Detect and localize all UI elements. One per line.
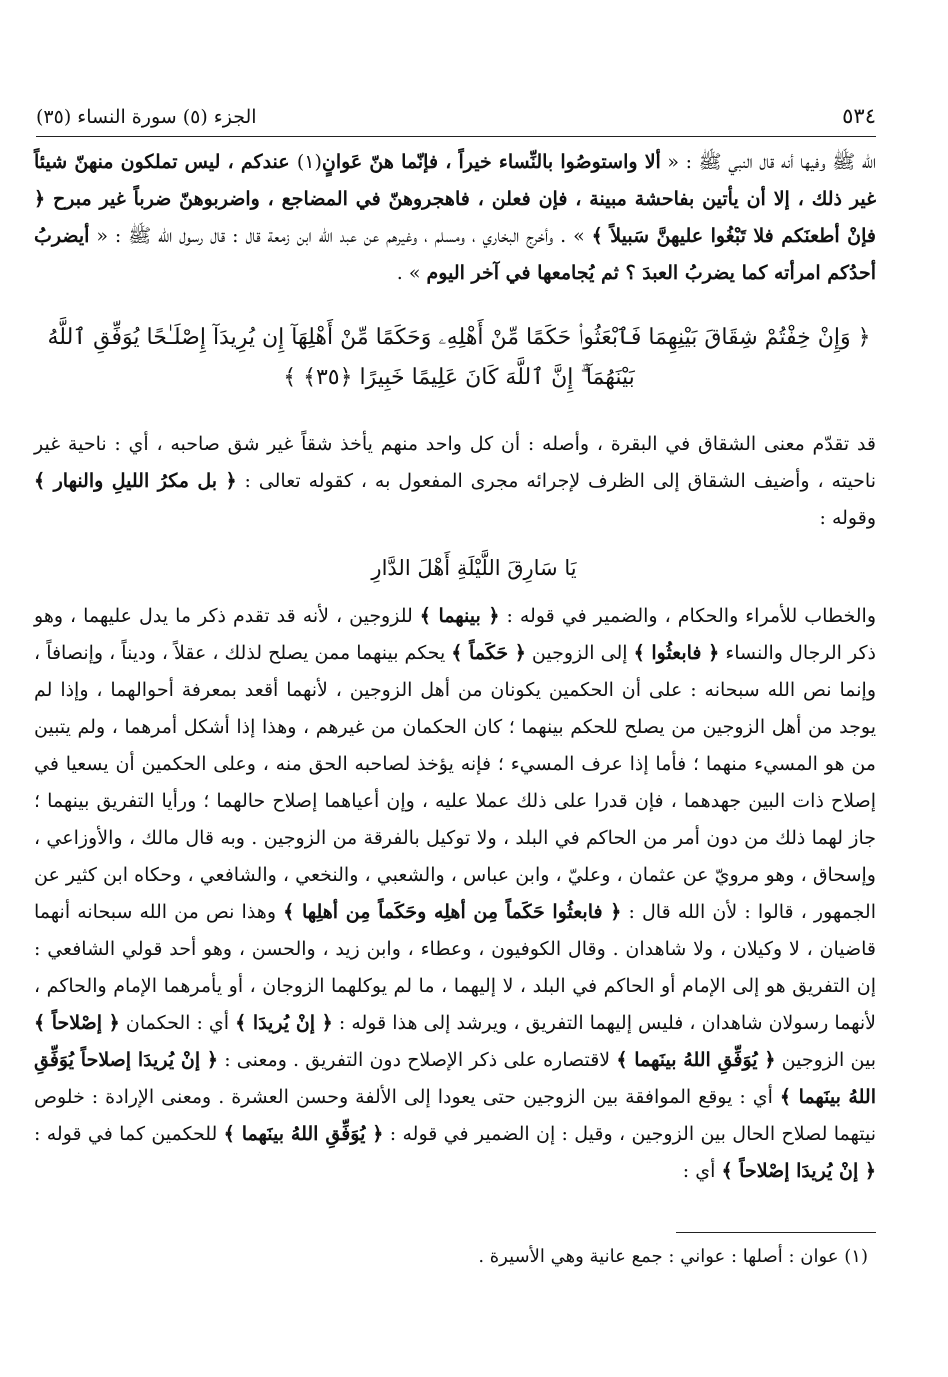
main-paragraph-run: للزوجين ، لأنه قد تقدم ذكر ما يدل عليهما ، وهو ذكر الرجال والنساء <box>34 605 876 664</box>
main-paragraph-run: ﴿ يُوَفِّقِ اللهُ بينَهما ﴾ <box>223 1123 384 1145</box>
footnote-divider <box>676 1232 876 1233</box>
main-paragraph-run: ﴿ فابعثُوا حَكَماً مِن أهلِه وحَكَماً مِن أهلِها ﴾ <box>283 901 622 923</box>
quran-verse <box>30 318 888 398</box>
top-paragraph-run: عندكم ، ليس تملكون منهنّ شيئاً غير ذلك ، إلا أن يأتين بفاحشة مبينة ، فإن فعلن ، فاهجروهنّ في المضاجع ، واضربوهنّ ضرباً غير مبرح ﴿ فإنْ أطعنَكم فلا تَبْغُوا عليهنَّ سَبيلاً ﴾ <box>34 151 877 247</box>
top-paragraph-run: الله ﷺ وفيها أنه قال النبي ﷺ : « <box>660 151 876 173</box>
middle-paragraph-run: قد تقدّم معنى الشقاق في البقرة ، وأصله : أن كل واحد منهم يأخذ شقاً غير شق صاحبه ، أي : ناحية غير ناحيته ، وأضيف الشقاق إلى الظرف لإجرائه مجرى المفعول به ، كقوله تعالى : <box>34 433 877 492</box>
main-paragraph-run: أي : يوقع الموافقة بين الزوجين حتى يعودا إلى الألفة وحسن العشرة . ومعنى الإرادة : خلوص نيتهما لصلاح الحال بين الزوجين ، وقيل : إن الضمير في قوله : <box>34 1086 876 1145</box>
main-paragraph-run: أي : <box>682 1160 722 1182</box>
main-paragraph-run: يحكم بينهما ممن يصلح لذلك ، عقلاً ، وديناً ، وإنصافاً ، وإنما نص الله سبحانه : على أن الحكمين يكونان من أهل الزوجين ، لأنهما أقعد بمعرفة أحوالهما ، وإذا لم يوجد من أهل الزوجين من يصلح للحكم بينهما ؛ كان الحكمان من غيرهم ، وهذا إذا أشكل أمرهما ، ولم يتبين من هو المسيء منهما ؛ فأما إذا عرف المسيء ؛ فإنه يؤخذ لصاحبه الحق منه ، وعلى الحكمين أن يسعيا في إصلاح ذات البين جهدهما ، فإن قدرا على ذلك عملا عليه ، وإن أعياهما إصلاح حالهما ؛ ورأيا التفريق بينهما ؛ جاز لهما ذلك من دون أمر من الحاكم في البلد ، ولا توكيل بالفرقة من الزوجين . وبه قال مالك ، والأوزاعي ، وإسحاق ، وهو مرويّ عن عثمان ، وعليّ ، وابن عباس ، والشعبي ، والنخعي ، والشافعي ، وحكاه ابن كثير عن الجمهور ، قالوا : لأن الله قال : <box>34 642 877 923</box>
commentary-text <box>34 598 876 1190</box>
main-paragraph-run: بين الزوجين <box>775 1049 876 1071</box>
top-paragraph-run: ألا واستوصُوا بالنِّساء خيراً ، فإنّما هنّ عَوانٍ <box>321 151 661 173</box>
explanation-text <box>34 426 876 537</box>
top-paragraph-run: » . <box>396 262 427 284</box>
main-paragraph-run: ﴿ إنْ يُريدَا إصلاحاً يُوَفِّقِ اللهُ بينَهما ﴾ <box>34 1049 876 1108</box>
middle-paragraph-run: وقوله : <box>819 507 876 529</box>
hadith-text <box>34 144 876 292</box>
main-paragraph-run: ﴿ حَكَماً ﴾ <box>451 642 526 664</box>
page-header <box>36 102 876 137</box>
main-paragraph-run: إلى الزوجين <box>525 642 634 664</box>
main-paragraph-run: ﴿ يُوَفِّقِ اللهُ بينَهما ﴾ <box>616 1049 776 1071</box>
explanation-paragraph <box>34 426 876 537</box>
page-number: ٥٣٤ <box>842 104 876 128</box>
middle-paragraph-run: ﴿ بل مكرُ الليلِ والنهار ﴾ <box>34 470 237 492</box>
poem-line: يَا سَارِقَ اللَّيْلَةِ أَهْلَ الدَّارِ <box>371 556 577 580</box>
top-paragraph-run: » . وأخرج البخاري ، ومسلم ، وغيرهم عن عبد الله ابن زمعة قال : قال رسول الله ﷺ : « <box>89 225 592 247</box>
verse-open-bracket-icon: ﴿ <box>857 325 871 350</box>
main-paragraph-run: ﴿ إصْلاحاً ﴾ <box>34 1012 120 1034</box>
main-paragraph-run: والخطاب للأمراء والحكام ، والضمير في قوله : <box>499 605 876 627</box>
running-title: الجزء (٥) سورة النساء (٣٥) <box>36 106 257 128</box>
commentary-paragraph <box>34 598 876 1190</box>
main-paragraph-run: ﴿ إنْ يُريدَا ﴾ <box>235 1012 333 1034</box>
hadith-paragraph <box>34 144 876 292</box>
footnote: (١) عوان : أصلها : عواني : جمع عانية وهي الأسيرة . <box>478 1246 868 1267</box>
main-paragraph-run: ﴿ إنْ يُريدَا إصْلاحاً ﴾ <box>721 1160 876 1182</box>
verse-text: وَإِنْ خِفْتُمْ شِقَاقَ بَيْنِهِمَا فَٱبْعَثُوا۟ حَكَمًا مِّنْ أَهْلِهِۦ وَحَكَمًا مِّنْ أَهْلِهَآ إِن يُرِيدَآ إِصْلَـٰحًا يُوَفِّقِ ٱللَّهُ بَيْنَهُمَآ ۗ إِنَّ ٱللَّهَ كَانَ عَلِيمًا خَبِيرًا <box>47 325 851 390</box>
top-paragraph-run: (١) <box>296 151 322 173</box>
verse-close-bracket-icon: ﴾ <box>283 365 297 390</box>
main-paragraph-run: ﴿ فابعثُوا ﴾ <box>633 642 720 664</box>
main-paragraph-run: لاقتصاره على ذكر الإصلاح دون التفريق . ومعنى : <box>218 1049 617 1071</box>
main-paragraph-run: ﴿ بينهما ﴾ <box>419 605 500 627</box>
top-paragraph-run: أيضربُ أحدُكم امرأته كما يضربُ العبدَ ؟ ثم يُجامعها في آخر اليوم <box>34 225 876 284</box>
main-paragraph-run: وهذا نص من الله سبحانه أنهما قاضيان ، لا وكيلان ، ولا شاهدان . وقال الكوفيون ، وعطاء ، وابن زيد ، والحسن ، وهو أحد قولي الشافعي : إن التفريق هو إلى الإمام أو الحاكم في البلد ، لا إليهما ، ما لم يوكلهما الزوجان ، أو يأمرهما الإمام والحاكم ، لأنهما رسولان شاهدان ، فليس إليهما التفريق ، ويرشد إلى هذا قوله : <box>34 901 877 1034</box>
main-paragraph-run: أي : الحكمان <box>119 1012 236 1034</box>
main-paragraph-run: للحكمين كما في قوله : <box>34 1123 224 1145</box>
verse-number-marker: ﴿٣٥﴾ <box>303 365 353 390</box>
